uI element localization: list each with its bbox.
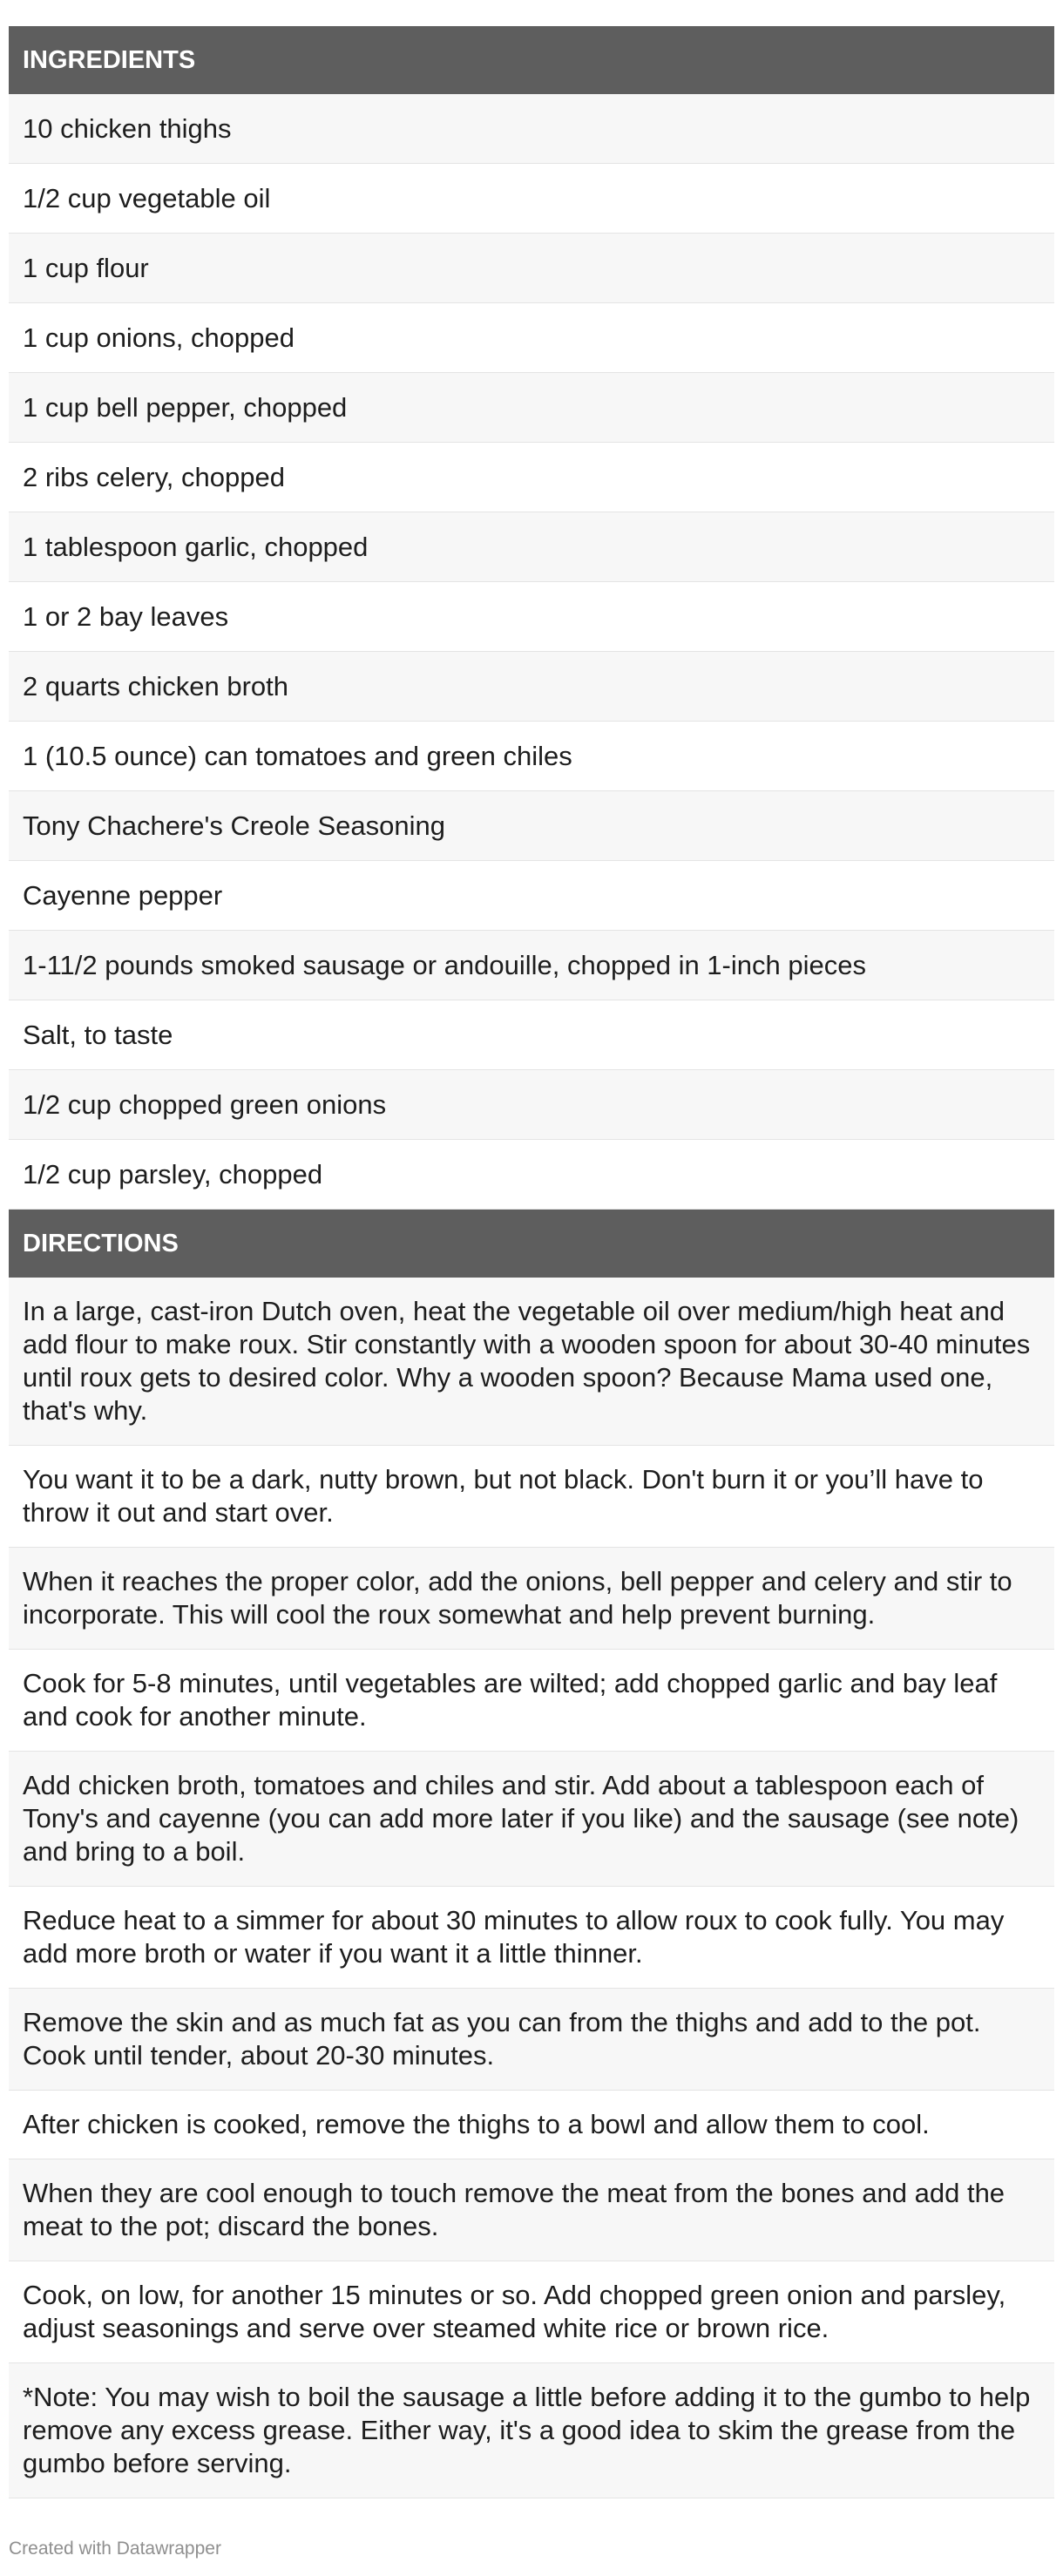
ingredient-row: 1 cup onions, chopped: [9, 303, 1054, 373]
direction-step: In a large, cast-iron Dutch oven, heat the vegetable oil over medium/high heat and add flour to make roux. Stir constantly with a wooden spoon for about 30-40 minutes until roux gets to desired color. Why a wooden spoon? Because Mama used one, that's why.: [9, 1278, 1054, 1446]
ingredient-row: 1 cup flour: [9, 234, 1054, 303]
direction-step: When they are cool enough to touch remove the meat from the bones and add the meat to the pot; discard the bones.: [9, 2159, 1054, 2261]
direction-step: *Note: You may wish to boil the sausage a little before adding it to the gumbo to help remove any excess grease. Either way, it's a good idea to skim the grease from the gumbo before serving.: [9, 2363, 1054, 2498]
direction-step: Cook, on low, for another 15 minutes or so. Add chopped green onion and parsley, adjust seasonings and serve over steamed white rice or brown rice.: [9, 2261, 1054, 2363]
directions-header: DIRECTIONS: [9, 1210, 1054, 1278]
direction-step: Add chicken broth, tomatoes and chiles and stir. Add about a tablespoon each of Tony's and cayenne (you can add more later if you like) and the sausage (see note) and bring to a boil.: [9, 1752, 1054, 1887]
direction-step: Reduce heat to a simmer for about 30 minutes to allow roux to cook fully. You may add more broth or water if you want it a little thinner.: [9, 1887, 1054, 1989]
ingredient-row: 10 chicken thighs: [9, 94, 1054, 164]
ingredients-list: [9, 94, 1054, 1210]
ingredient-row: 1 tablespoon garlic, chopped: [9, 512, 1054, 582]
ingredient-row: 1 (10.5 ounce) can tomatoes and green chiles: [9, 722, 1054, 791]
ingredient-row: 1-11/2 pounds smoked sausage or andouille, chopped in 1-inch pieces: [9, 931, 1054, 1000]
datawrapper-credit[interactable]: Created with Datawrapper: [9, 2539, 221, 2559]
direction-step: Cook for 5-8 minutes, until vegetables are wilted; add chopped garlic and bay leaf and cook for another minute.: [9, 1650, 1054, 1752]
ingredient-row: Salt, to taste: [9, 1000, 1054, 1070]
recipe-table: [9, 26, 1054, 2498]
ingredient-row: 2 ribs celery, chopped: [9, 443, 1054, 512]
direction-step: Remove the skin and as much fat as you can from the thighs and add to the pot. Cook until tender, about 20-30 minutes.: [9, 1989, 1054, 2091]
ingredients-header: INGREDIENTS: [9, 26, 1054, 94]
ingredient-row: 1/2 cup vegetable oil: [9, 164, 1054, 234]
directions-list: [9, 1278, 1054, 2498]
direction-step: You want it to be a dark, nutty brown, but not black. Don't burn it or you’ll have to throw it out and start over.: [9, 1446, 1054, 1548]
ingredient-row: 2 quarts chicken broth: [9, 652, 1054, 722]
ingredient-row: 1/2 cup parsley, chopped: [9, 1140, 1054, 1210]
direction-step: After chicken is cooked, remove the thighs to a bowl and allow them to cool.: [9, 2091, 1054, 2159]
direction-step: When it reaches the proper color, add the onions, bell pepper and celery and stir to incorporate. This will cool the roux somewhat and help prevent burning.: [9, 1548, 1054, 1650]
ingredient-row: 1 or 2 bay leaves: [9, 582, 1054, 652]
ingredient-row: Tony Chachere's Creole Seasoning: [9, 791, 1054, 861]
ingredient-row: 1/2 cup chopped green onions: [9, 1070, 1054, 1140]
ingredient-row: 1 cup bell pepper, chopped: [9, 373, 1054, 443]
ingredient-row: Cayenne pepper: [9, 861, 1054, 931]
